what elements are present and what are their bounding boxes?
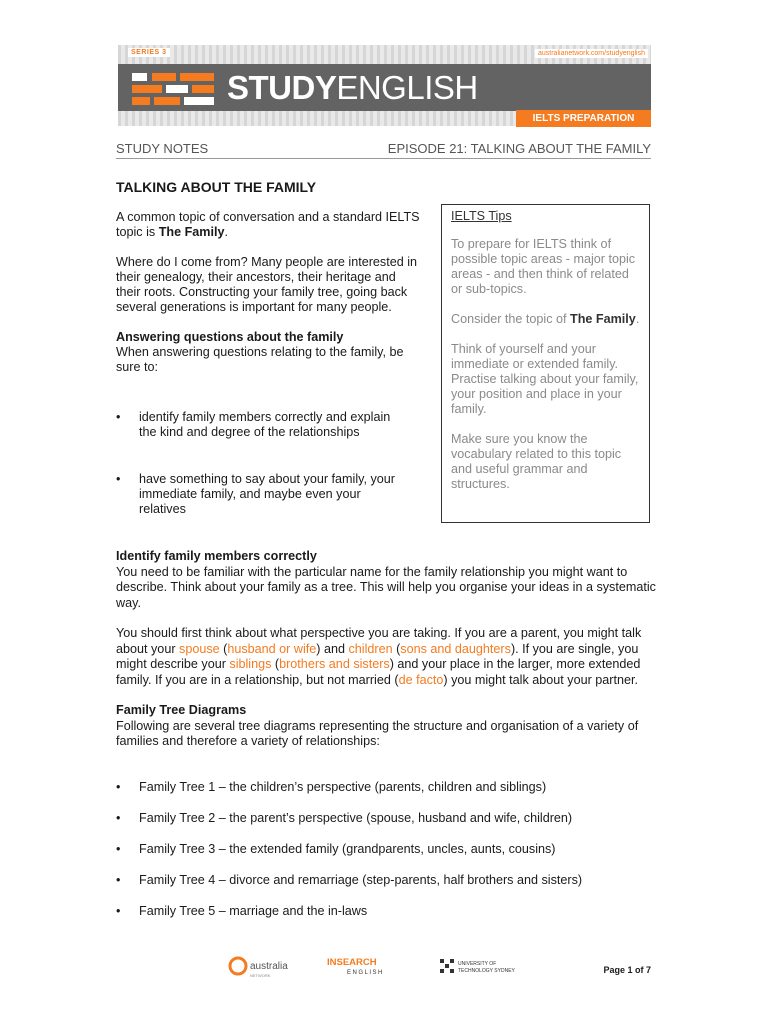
site-url[interactable]: australianetwork.com/studyenglish — [535, 49, 648, 58]
tips-paragraph-3: Think of yourself and your immediate or extended family. Practise talking about your family, your position and place in your family. — [451, 342, 639, 416]
tips-paragraph-1: To prepare for IELTS think of possible topic areas - major topic areas - and then think of related or sub-topics. — [451, 237, 636, 296]
study-english-logo — [227, 69, 478, 107]
bullet-dot: • — [116, 410, 121, 424]
english-logo-text: ENGLISH — [347, 970, 384, 976]
page-title: TALKING ABOUT THE FAMILY — [116, 179, 317, 195]
family-tree-intro: Following are several tree diagrams representing the structure and organisation of a variety of families and therefore a variety of relationships: — [116, 718, 639, 748]
logo-word-study: STUDY — [227, 69, 337, 106]
page-number: Page 1 of 7 — [603, 965, 651, 975]
insearch-english-logo-icon — [325, 953, 405, 981]
ielts-tips-title: IELTS Tips — [451, 209, 512, 223]
answering-heading: Answering questions about the family — [116, 330, 344, 344]
uts-logo-line-2: TECHNOLOGY SYDNEY — [458, 968, 515, 974]
australia-network-logo-icon — [228, 954, 308, 980]
identify-paragraph-1: You need to be familiar with the particular name for the family relationship you might want to describe. Think about your family as a tree. This will help you organise your ideas in a systematic way. — [116, 564, 656, 610]
family-tree-heading: Family Tree Diagrams — [116, 703, 247, 717]
intro-paragraph-2: Where do I come from? Many people are interested in their genealogy, their ancestors, their heritage and their roots. Constructing your family tree, going back several generations is important for many people. — [116, 255, 418, 314]
identify-paragraph-2: You should first think about what perspective you are taking. If you are a parent, you might talk about your spouse (husband or wife) and children (sons and daughters). If you are single, you might describe your siblings (brothers and sisters) and your place in the larger, more extended family. If you are in a relationship, but not married (de facto) you might talk about your partner. — [116, 626, 642, 687]
answering-text: When answering questions relating to the family, be sure to: — [116, 345, 404, 374]
identify-heading: Identify family members correctly — [116, 549, 317, 563]
ielts-tips-box — [441, 204, 650, 523]
intro-section — [116, 210, 421, 375]
intro-paragraph-1: A common topic of conversation and a standard IELTS topic is The Family. — [116, 210, 420, 239]
tips-paragraph-4: Make sure you know the vocabulary related to this topic and useful grammar and structures. — [451, 432, 622, 491]
insearch-logo-text: INSEARCH — [327, 957, 377, 968]
identify-section — [116, 549, 656, 750]
page-footer — [210, 950, 651, 984]
answering-bullet-2: • have something to say about your family, your immediate family, and maybe even your relatives — [116, 472, 395, 516]
logo-word-english: ENGLISH — [336, 69, 478, 106]
series-label: SERIES 3 — [128, 48, 170, 57]
bullet-dot: • — [116, 472, 121, 486]
tips-paragraph-2: Consider the topic of The Family. — [451, 312, 640, 326]
ielts-preparation-tag: IELTS PREPARATION — [516, 110, 651, 127]
page-header — [116, 141, 651, 159]
australia-logo-text: australia — [250, 961, 288, 972]
uts-logo-line-1: UNIVERSITY OF — [458, 961, 497, 967]
answering-bullet-1: • identify family members correctly and explain the kind and degree of the relationships — [116, 410, 391, 439]
network-logo-text: NETWORK — [250, 973, 271, 978]
episode-label: EPISODE 21: TALKING ABOUT THE FAMILY — [387, 141, 651, 156]
study-english-logo-icon — [132, 73, 214, 105]
uts-logo-icon — [438, 955, 558, 979]
study-notes-label: STUDY NOTES — [116, 141, 209, 156]
